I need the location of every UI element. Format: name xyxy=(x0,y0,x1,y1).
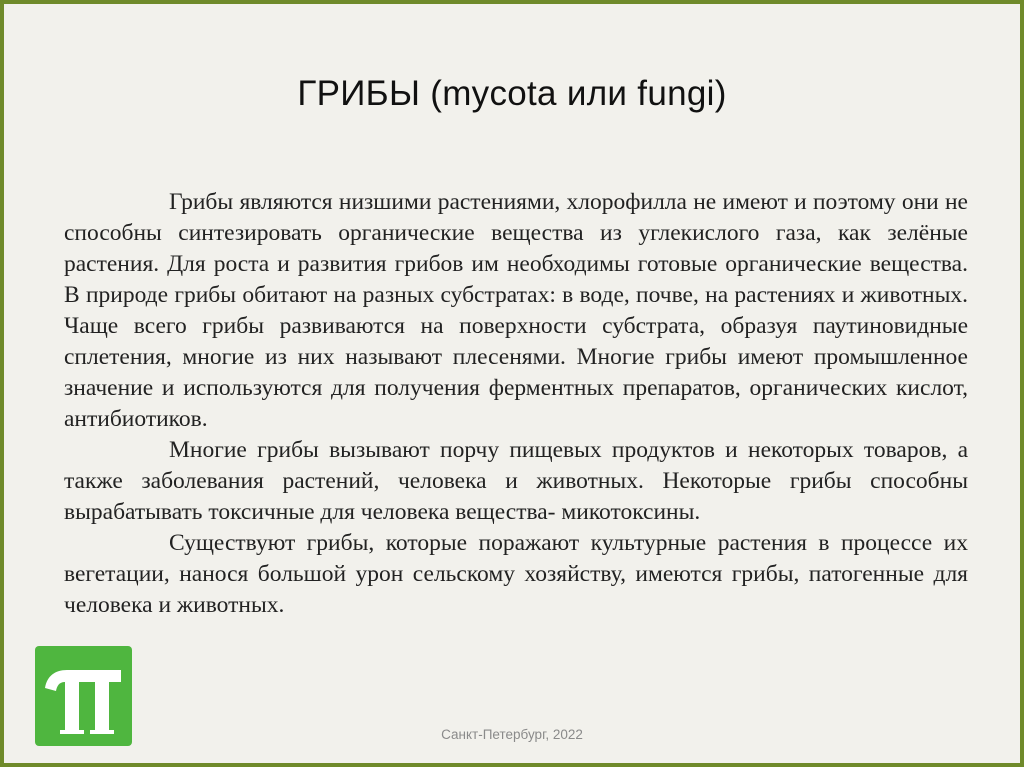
paragraph-1: Грибы являются низшими растениями, хлорофилла не имеют и поэтому они не способны синтезировать органические вещества из углекислого газа, как зелёные растения. Для роста и развития грибов им необходимы готовые органические вещества. В природе грибы обитают на разных субстратах: в воде, почве, на растениях и животных. Чаще всего грибы развиваются на поверхности субстрата, образуя паутиновидные сплетения, многие из них называют плесенями. Многие грибы имеют промышленное значение и используются для получения ферментных препаратов, органических кислот, антибиотиков. xyxy=(64,189,968,432)
paragraph-2: Многие грибы вызывают порчу пищевых продуктов и некоторых товаров, а также заболевания растений, человека и животных. Некоторые грибы способны вырабатывать токсичные для человека вещества- микотоксины. xyxy=(64,437,968,525)
slide-body xyxy=(64,187,968,621)
paragraph-3: Существуют грибы, которые поражают культурные растения в процессе их вегетации, нанося большой урон сельскому хозяйству, имеются грибы, патогенные для человека и животных. xyxy=(64,530,968,618)
slide-title: ГРИБЫ (mycota или fungi) xyxy=(297,74,727,113)
footer-text: Санкт-Петербург, 2022 xyxy=(441,727,583,742)
